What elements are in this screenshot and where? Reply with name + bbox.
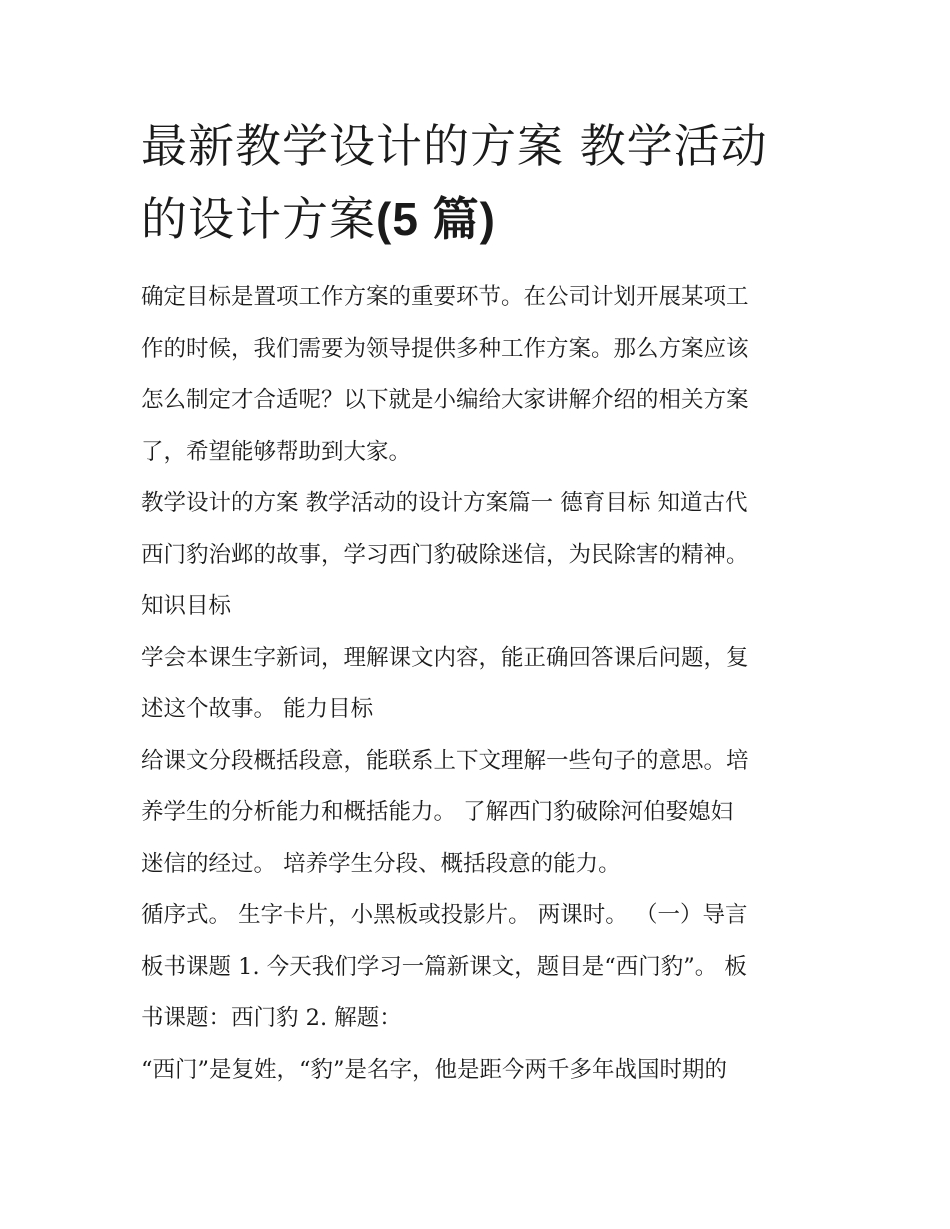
text-line: 确定目标是置项工作方案的重要环节。在公司计划开展某项工 — [141, 284, 749, 310]
text-line: 怎么制定才合适呢？以下就是小编给大家讲解介绍的相关方案 — [141, 387, 749, 413]
title-line-2-text: 的设计方案 — [141, 192, 376, 246]
title-line-1: 最新教学设计的方案 教学活动 — [141, 119, 768, 173]
text-line: 西门豹治邺的故事，学习西门豹破除迷信，为民除害的精神。 — [141, 541, 749, 568]
document-body — [141, 272, 821, 1096]
paragraph-knowledge-goal — [141, 633, 821, 736]
text-line: 知识目标 — [141, 593, 232, 619]
text-line: 述这个故事。 能力目标 — [141, 696, 374, 722]
text-line: 给课文分段概括段意，能联系上下文理解一些句子的意思。培 — [141, 747, 749, 774]
paragraph-method — [141, 890, 821, 1045]
paragraph-ability-goal — [141, 736, 821, 891]
document-page — [141, 110, 821, 1096]
text-line: “西门”是复姓，“豹”是名字，他是距今两千多年战国时期的 — [141, 1056, 728, 1083]
title-line-2 — [141, 183, 821, 256]
document-title — [141, 110, 821, 256]
text-line: 养学生的分析能力和概括能力。 了解西门豹破除河伯娶媳妇 — [141, 799, 734, 825]
paragraph-moral-goal — [141, 478, 821, 633]
text-line: 作的时候，我们需要为领导提供多种工作方案。那么方案应该 — [141, 335, 749, 362]
text-line: 书课题：西门豹 2. 解题： — [141, 1005, 402, 1031]
paragraph-explanation — [141, 1045, 821, 1097]
paragraph-intro — [141, 272, 821, 478]
text-line: 了，希望能够帮助到大家。 — [141, 438, 412, 465]
text-line: 循序式。 生字卡片，小黑板或投影片。 两课时。 （一）导言 — [141, 902, 748, 928]
text-line: 迷信的经过。 培养学生分段、概括段意的能力。 — [141, 850, 621, 877]
text-line: 学会本课生字新词，理解课文内容，能正确回答课后问题，复 — [141, 644, 749, 671]
text-line: 板书课题 1. 今天我们学习一篇新课文，题目是“西门豹”。 板 — [141, 953, 747, 980]
text-line: 教学设计的方案 教学活动的设计方案篇一 德育目标 知道古代 — [141, 490, 748, 516]
title-line-2-count: (5 篇) — [376, 193, 496, 245]
